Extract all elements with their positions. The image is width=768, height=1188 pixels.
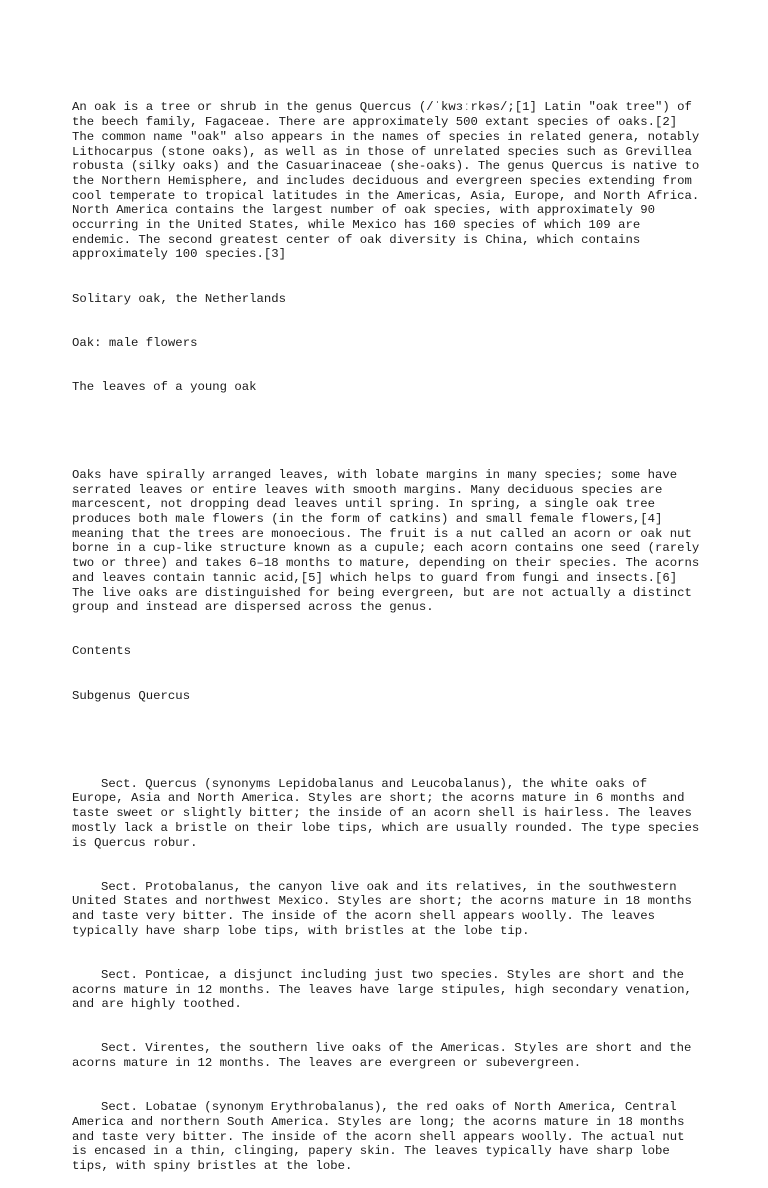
leaves-paragraph: Oaks have spirally arranged leaves, with lobate margins in many species; some have serrated leaves or entire leaves with smooth margins. Many deciduous species are marcescent, not dropping dead leaves until spring. In spring, a single oak tree produces both male flowers (in the form of catkins) and small female flowers,[4] meaning that the trees are monoecious. The fruit is a nut called an acorn or oak nut borne in a cup-like structure known as a cupule; each acorn contains one seed (rarely two or three) and takes 6–18 months to mature, depending on their species. The acorns and leaves contain tannic acid,[5] which helps to guard from fungi and insects.[6] The live oaks are distinguished for being evergreen, but are not actually a distinct group and instead are dispersed across the genus. <box>72 467 700 615</box>
document-body <box>72 71 704 1188</box>
section-item: Sect. Ponticae, a disjunct including just two species. Styles are short and the acorns mature in 12 months. The leaves have large stipules, high secondary venation, and are highly toothed. <box>72 967 692 1012</box>
image-caption: Oak: male flowers <box>72 335 198 350</box>
paragraph-spacer <box>72 733 704 748</box>
image-caption: Solitary oak, the Netherlands <box>72 291 287 306</box>
subgenus-heading: Subgenus Quercus <box>72 688 191 703</box>
section-item: Sect. Protobalanus, the canyon live oak and its relatives, in the southwestern United States and northwest Mexico. Styles are short; the acorns mature in 18 months and taste very bitter. The inside of the acorn shell appears woolly. The leaves typically have sharp lobe tips, with bristles at the lobe tip. <box>72 879 692 938</box>
contents-heading: Contents <box>72 644 132 659</box>
paragraph-spacer <box>72 424 704 439</box>
section-item: Sect. Quercus (synonyms Lepidobalanus and Leucobalanus), the white oaks of Europe, Asia and North America. Styles are short; the acorns mature in 6 months and taste sweet or slightly bitter; the inside of an acorn shell is hairless. The leaves mostly lack a bristle on their lobe tips, which are usually rounded. The type species is Quercus robur. <box>72 776 700 850</box>
section-item: Sect. Lobatae (synonym Erythrobalanus), the red oaks of North America, Central America and northern South America. Styles are long; the acorns mature in 18 months and taste very bitter. The inside of the acorn shell appears woolly. The actual nut is encased in a thin, clinging, papery skin. The leaves typically have sharp lobe tips, with spiny bristles at the lobe. <box>72 1100 685 1173</box>
intro-paragraph: An oak is a tree or shrub in the genus Quercus (/ˈkwɜːrkəs/;[1] Latin "oak tree") of the beech family, Fagaceae. There are approximately 500 extant species of oaks.[2] The common name "oak" also appears in the names of species in related genera, notably Lithocarpus (stone oaks), as well as in those of unrelated species such as Grevillea robusta (silky oaks) and the Casuarinaceae (she-oaks). The genus Quercus is native to the Northern Hemisphere, and includes deciduous and evergreen species extending from cool temperate to tropical latitudes in the Americas, Asia, Europe, and North Africa. North America contains the largest number of oak species, with approximately 90 occurring in the United States, while Mexico has 160 species of which 109 are endemic. The second greatest center of oak diversity is China, which contains approximately 100 species.[3] <box>72 100 700 262</box>
section-item: Sect. Virentes, the southern live oaks of the Americas. Styles are short and the acorns mature in 12 months. The leaves are evergreen or subevergreen. <box>72 1041 692 1071</box>
image-caption: The leaves of a young oak <box>72 379 257 394</box>
